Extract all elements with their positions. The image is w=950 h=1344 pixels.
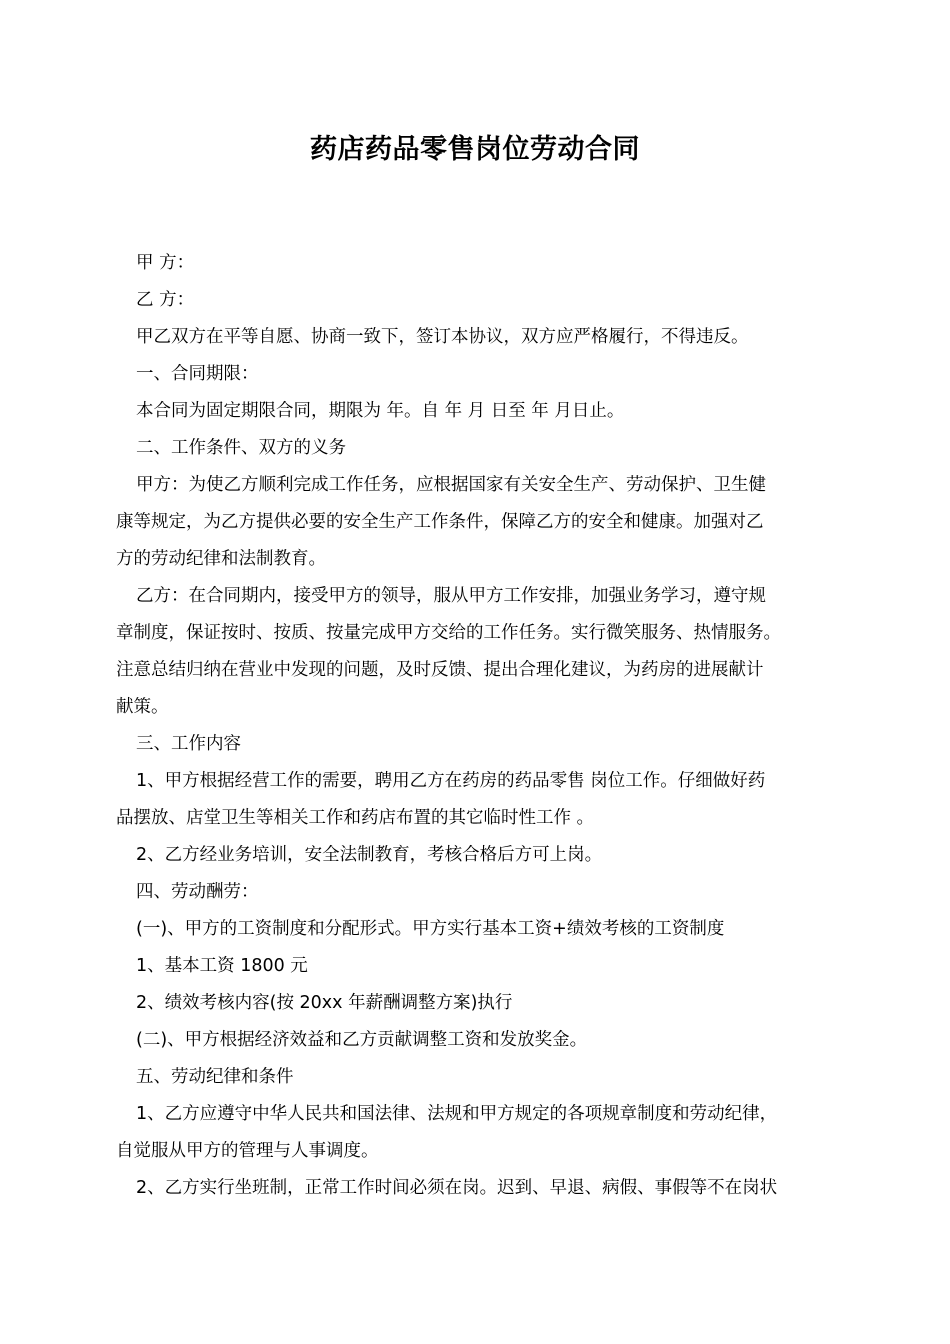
section-2-heading: 二、工作条件、双方的义务 — [136, 438, 346, 458]
paragraph-line: 康等规定，为乙方提供必要的安全生产工作条件，保障乙方的安全和健康。加强对乙 — [116, 512, 764, 532]
paragraph-line: 1、甲方根据经营工作的需要，聘用乙方在药房的药品零售 岗位工作。仔细做好药 — [136, 771, 766, 791]
party-b-line: 乙 方： — [136, 290, 195, 310]
intro-paragraph: 甲乙双方在平等自愿、协商一致下，签订本协议，双方应严格履行，不得违反。 — [136, 327, 749, 347]
document-body — [116, 245, 836, 1207]
paragraph-line: 2、乙方实行坐班制，正常工作时间必须在岗。迟到、早退、病假、事假等不在岗状 — [136, 1178, 778, 1198]
paragraph-line: 献策。 — [116, 697, 169, 717]
section-5-item-2 — [116, 1170, 836, 1207]
section-4-heading: 四、劳动酬劳： — [136, 882, 259, 902]
section-4-item-2: 2、绩效考核内容(按 20xx 年薪酬调整方案)执行 — [136, 993, 513, 1013]
section-1-heading: 一、合同期限： — [136, 364, 259, 384]
section-3-item-2: 2、乙方经业务培训，安全法制教育，考核合格后方可上岗。 — [136, 845, 603, 865]
paragraph-line: 品摆放、店堂卫生等相关工作和药店布置的其它临时性工作 。 — [116, 808, 595, 828]
section-3-heading: 三、工作内容 — [136, 734, 241, 754]
section-5-item-1 — [116, 1096, 836, 1170]
section-3-item-1 — [116, 763, 836, 837]
document-title: 药店药品零售岗位劳动合同 — [310, 134, 640, 165]
section-4-subsection-b: (二)、甲方根据经济效益和乙方贡献调整工资和发放奖金。 — [136, 1030, 588, 1050]
paragraph-line: 甲方：为使乙方顺利完成工作任务，应根据国家有关安全生产、劳动保护、卫生健 — [136, 475, 766, 495]
section-5-heading: 五、劳动纪律和条件 — [136, 1067, 294, 1087]
section-2-party-a-paragraph — [116, 467, 836, 578]
section-4-subsection-a: (一)、甲方的工资制度和分配形式。甲方实行基本工资+绩效考核的工资制度 — [136, 919, 725, 939]
paragraph-line: 章制度，保证按时、按质、按量完成甲方交给的工作任务。实行微笑服务、热情服务。 — [116, 623, 781, 643]
party-a-line: 甲 方： — [136, 253, 195, 273]
section-2-party-b-paragraph — [116, 578, 836, 726]
section-1-text: 本合同为固定期限合同，期限为 年。自 年 月 日至 年 月日止。 — [136, 401, 625, 421]
section-4-item-1: 1、基本工资 1800 元 — [136, 956, 308, 976]
paragraph-line: 注意总结归纳在营业中发现的问题，及时反馈、提出合理化建议，为药房的进展献计 — [116, 660, 764, 680]
paragraph-line: 自觉服从甲方的管理与人事调度。 — [116, 1141, 379, 1161]
paragraph-line: 方的劳动纪律和法制教育。 — [116, 549, 326, 569]
paragraph-line: 乙方：在合同期内，接受甲方的领导，服从甲方工作安排，加强业务学习，遵守规 — [136, 586, 766, 606]
paragraph-line: 1、乙方应遵守中华人民共和国法律、法规和甲方规定的各项规章制度和劳动纪律， — [136, 1104, 778, 1124]
